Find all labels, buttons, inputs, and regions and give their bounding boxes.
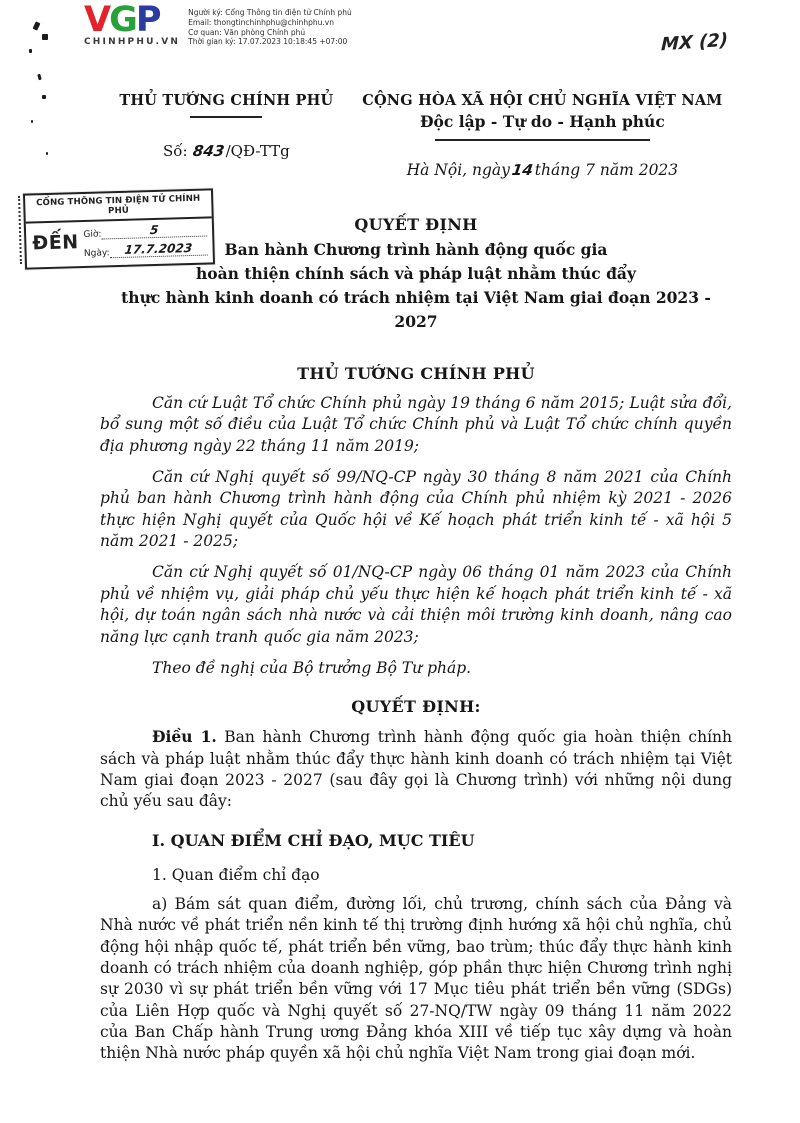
stamp-hour-value: 5: [149, 222, 160, 238]
national-motto-line2: Độc lập - Tự do - Hạnh phúc: [420, 112, 665, 131]
issuer-rule: [190, 116, 262, 118]
document-number: [100, 142, 353, 160]
article-1-text: Ban hành Chương trình hành động quốc gia hoàn thiện chính sách và pháp luật nhằm thúc đẩy thực hành kinh doanh có trách nhiệm tại Việt Nam giai đoạn 2023 - 2027 (sau đây gọi là Chương trình) với những nội dung chủ yếu sau đây:: [100, 728, 732, 811]
scan-speck: [46, 152, 48, 155]
stamp-hour-label: Giờ:: [83, 229, 102, 240]
stamp-hour-leader: [101, 222, 207, 240]
title-line2: Ban hành Chương trình hành động quốc gia: [224, 239, 608, 259]
vgp-logo: [84, 0, 181, 47]
vgp-letter-p: P: [135, 0, 160, 40]
document-number-label: Số:: [163, 142, 188, 160]
date-day-handwritten: 14: [510, 161, 535, 179]
recital-paragraph: Căn cứ Nghị quyết số 99/NQ-CP ngày 30 tháng 8 năm 2021 của Chính phủ ban hành Chương trình hành động của Chính phủ nhiệm kỳ 2021 - 2026 thực hiện Nghị quyết của Quốc hội về Kế hoạch phát triển kinh tế - xã hội 5 năm 2021 - 2025;: [100, 467, 732, 551]
stamp-office-name: CỔNG THÔNG TIN ĐIỆN TỬ CHÍNH PHỦ: [25, 190, 212, 223]
decision-heading: QUYẾT ĐỊNH:: [351, 697, 481, 717]
document-header: [100, 92, 732, 179]
arrival-stamp: [23, 188, 215, 269]
sign-time-line: Thời gian ký: 17.07.2023 10:18:45 +07:00: [188, 37, 348, 47]
recital-paragraph: Căn cứ Luật Tổ chức Chính phủ ngày 19 tháng 6 năm 2015; Luật sửa đổi, bổ sung một số điều của Luật Tổ chức Chính phủ và Luật Tổ chức chính quyền địa phương ngày 22 tháng 11 năm 2019;: [100, 393, 732, 455]
stamp-date-label: Ngày:: [83, 248, 110, 259]
issuer-name: THỦ TƯỚNG CHÍNH PHỦ: [119, 92, 334, 109]
document-number-handwritten: 843: [192, 142, 226, 160]
place-date-prefix: Hà Nội, ngày: [406, 161, 510, 179]
stamp-den-label: ĐẾN: [32, 231, 79, 255]
title-line1: QUYẾT ĐỊNH: [354, 215, 478, 234]
stamp-fields: [83, 222, 208, 259]
stamp-date-leader: [109, 241, 207, 259]
digital-signature-meta: [188, 8, 352, 47]
place-date-rest: tháng 7 năm 2023: [534, 161, 679, 179]
point-a-paragraph: a) Bám sát quan điểm, đường lối, chủ trương, chính sách của Đảng và Nhà nước về phát triển nền kinh tế thị trường định hướng xã hội chủ nghĩa, chủ động hội nhập quốc tế, phát triển bền vững, bao trùm; thúc đẩy thực hành kinh doanh có trách nhiệm của doanh nghiệp, góp phần thực hiện Chương trình nghị sự 2030 vì sự phát triển bền vững với 17 Mục tiêu phát triển bền vững (SDGs) của Liên Hợp quốc và Nghị quyết số 27-NQ/TW ngày 09 tháng 11 năm 2022 của Ban Chấp hành Trung ương Đảng khóa XIII về tiếp tục xây dựng và hoàn thiện Nhà nước pháp quyền xã hội chủ nghĩa Việt Nam trong giai đoạn mới.: [100, 894, 732, 1063]
section-1-heading: I. QUAN ĐIỂM CHỈ ĐẠO, MỤC TIÊU: [152, 830, 475, 850]
scan-speck: [42, 34, 48, 40]
scan-speck: [29, 49, 32, 53]
recital-paragraph: Căn cứ Nghị quyết số 01/NQ-CP ngày 06 tháng 01 năm 2023 của Chính phủ về nhiệm vụ, giải pháp chủ yếu thực hiện kế hoạch phát triển kinh tế - xã hội, dự toán ngân sách nhà nước và cải thiện môi trường kinh doanh, nâng cao năng lực cạnh tranh quốc gia năm 2023;: [100, 563, 732, 646]
email-line: Email: thongtinchinhphu@chinhphu.vn: [188, 17, 334, 27]
scan-speck: [31, 120, 33, 123]
title-line3: hoàn thiện chính sách và pháp luật nhằm thúc đẩy: [196, 263, 636, 283]
vgp-logo-letters: [84, 0, 180, 40]
signer-line: Người ký: Cổng Thông tin điện tử Chính phủ: [188, 8, 352, 17]
vgp-logo-subtitle: CHINHPHU.VN: [84, 36, 181, 47]
agency-line: Cơ quan: Văn phòng Chính phủ: [188, 27, 306, 37]
motto-rule: [435, 139, 650, 141]
recital-paragraph: Theo đề nghị của Bộ trưởng Bộ Tư pháp.: [152, 658, 472, 677]
handwritten-annotation: MX (2): [660, 29, 729, 56]
national-column: [353, 92, 732, 179]
vgp-letter-g: G: [109, 0, 136, 40]
vgp-letter-v: V: [84, 0, 110, 40]
stamp-date-row: [84, 241, 208, 259]
subsection-1-heading: 1. Quan điểm chỉ đạo: [152, 865, 320, 884]
authority-heading: THỦ TƯỚNG CHÍNH PHỦ: [297, 363, 535, 383]
national-motto-line1: CỘNG HÒA XÃ HỘI CHỦ NGHĨA VIỆT NAM: [362, 92, 723, 109]
place-date-line: [353, 161, 732, 179]
stamp-date-value: 17.7.2023: [123, 240, 194, 257]
title-line4: thực hành kinh doanh có trách nhiệm tại Việt Nam giai đoạn 2023 - 2027: [121, 287, 711, 331]
article-1-label: Điều 1.: [152, 727, 217, 747]
stamp-body: [26, 218, 213, 267]
document-number-suffix: /QĐ-TTg: [225, 142, 290, 160]
stamp-hour-row: [83, 222, 207, 240]
vgp-logo-block: [84, 0, 352, 47]
scan-speck: [42, 95, 46, 99]
issuer-column: [100, 92, 353, 179]
article-1-paragraph: [100, 726, 732, 813]
